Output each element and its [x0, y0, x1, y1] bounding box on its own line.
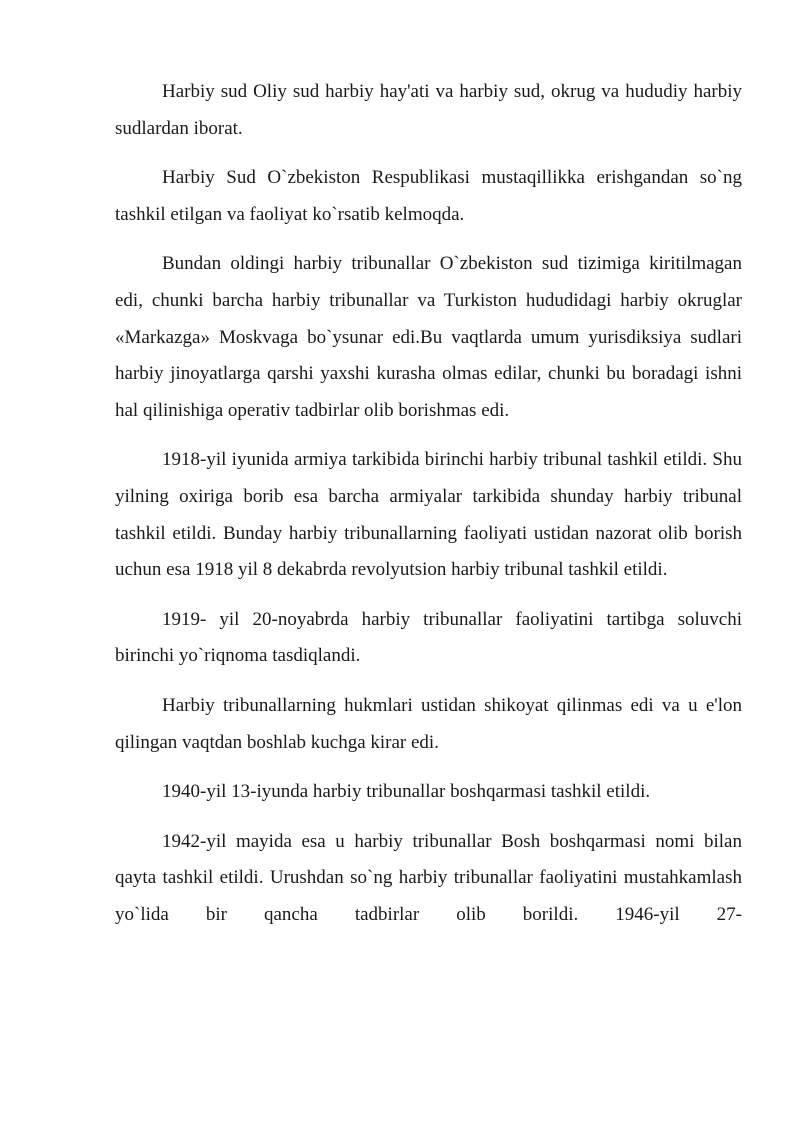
paragraph-3: Bundan oldingi harbiy tribunallar O`zbekiston sud tizimiga kiritilmagan edi, chunki barcha harbiy tribunallar va Turkiston hududidagi harbiy okruglar «Markazga» Moskvaga bo`ysunar edi.Bu vaqtlarda umum yurisdiksiya sudlari harbiy jinoyatlarga qarshi yaxshi kurasha olmas edilar, chunki bu boradagi ishni hal qilinishiga operativ tadbirlar olib borishmas edi. [115, 253, 742, 421]
paragraph-1: Harbiy sud Oliy sud harbiy hay'ati va harbiy sud, okrug va hududiy harbiy sudlardan iborat. [115, 81, 742, 139]
paragraph-2: Harbiy Sud O`zbekiston Respublikasi mustaqillikka erishgandan so`ng tashkil etilgan va faoliyat ko`rsatib kelmoqda. [115, 167, 742, 225]
paragraph-5: 1919- yil 20-noyabrda harbiy tribunallar faoliyatini tartibga soluvchi birinchi yo`riqnoma tasdiqlandi. [115, 608, 742, 667]
paragraph-4: 1918-yil iyunida armiya tarkibida birinchi harbiy tribunal tashkil etildi. Shu yilning oxiriga borib esa barcha armiyalar tarkibida shunday harbiy tribunal tashkil etildi. Bunday harbiy tribunallarning faoliyati ustidan nazorat olib borish uchun esa 1918 yil 8 dekabrda revolyutsion harbiy tribunal tashkil etildi. [115, 449, 742, 581]
document-body [115, 74, 742, 946]
paragraph-7: 1940-yil 13-iyunda harbiy tribunallar boshqarmasi tashkil etildi. [162, 781, 651, 803]
paragraph-8: 1942-yil mayida esa u harbiy tribunallar Bosh boshqarmasi nomi bilan qayta tashkil etildi. Urushdan so`ng harbiy tribunallar faoliyatini mustahkamlash yo`lida bir qancha tadbirlar olib borildi. 1946-yil 27- [115, 830, 742, 925]
paragraph-6: Harbiy tribunallarning hukmlari ustidan shikoyat qilinmas edi va u e'lon qilingan vaqtdan boshlab kuchga kirar edi. [115, 694, 742, 753]
